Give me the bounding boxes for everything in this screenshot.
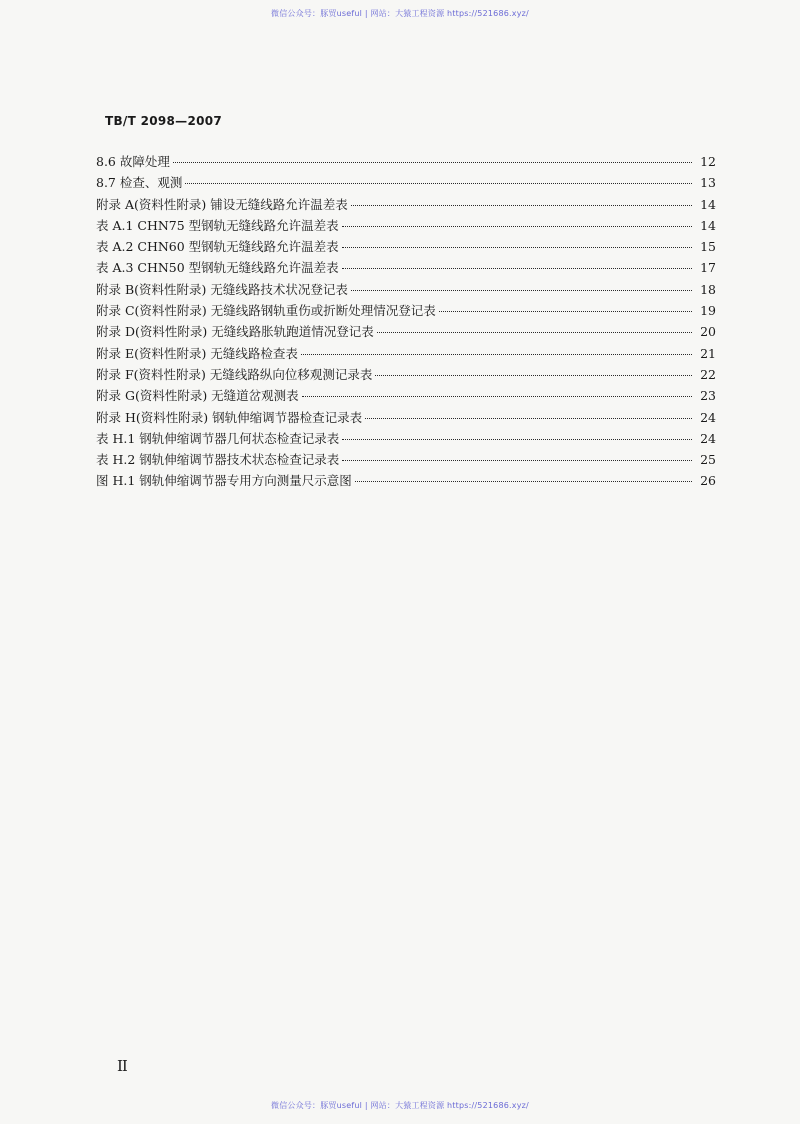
toc-entry-label: 8.6 故障处理 [96, 154, 170, 169]
toc-entry-page: 20 [700, 324, 716, 340]
toc-entry [96, 386, 716, 407]
toc-entry [96, 408, 716, 429]
top-watermark: 微信公众号：豚贸useful | 网站：大猿工程资源 https://521686.xyz/ [271, 9, 529, 18]
toc-entry-page: 15 [700, 239, 716, 255]
toc-entry-label: 图 H.1 钢轨伸缩调节器专用方向测量尺示意图 [96, 473, 352, 489]
toc-entry-label: 8.7 检查、观测 [96, 175, 183, 191]
toc-dot-leader [342, 247, 692, 248]
table-of-contents [96, 152, 716, 493]
toc-entry-label: 附录 C(资料性附录) 无缝线路钢轨重伤或折断处理情况登记表 [96, 303, 436, 319]
toc-entry [96, 450, 716, 471]
toc-dot-leader [355, 481, 692, 482]
toc-dot-leader [342, 268, 692, 269]
toc-dot-leader [365, 418, 692, 419]
toc-entry-label: 附录 B(资料性附录) 无缝线路技术状况登记表 [96, 281, 348, 297]
toc-entry-label: 附录 E(资料性附录) 无缝线路检查表 [96, 345, 298, 361]
toc-dot-leader [342, 226, 692, 227]
toc-entry [96, 471, 716, 492]
toc-entry-label: 附录 F(资料性附录) 无缝线路纵向位移观测记录表 [96, 366, 373, 382]
toc-entry-label: 表 H.1 钢轨伸缩调节器几何状态检查记录表 [96, 430, 340, 446]
toc-entry-page: 26 [700, 473, 716, 489]
toc-entry-page: 18 [700, 281, 716, 297]
toc-entry-page: 19 [700, 303, 716, 319]
toc-entry-label: 表 A.1 CHN75 型钢轨无缝线路允许温差表 [96, 217, 339, 233]
toc-entry-label: 附录 D(资料性附录) 无缝线路胀轨跑道情况登记表 [96, 324, 374, 340]
toc-entry-page: 14 [700, 196, 716, 212]
toc-entry [96, 301, 716, 322]
standard-code-header: TB/T 2098—2007 [105, 114, 223, 128]
toc-entry [96, 344, 716, 365]
toc-entry-page: 13 [700, 175, 716, 191]
toc-entry [96, 429, 716, 450]
toc-entry-page: 25 [700, 452, 716, 468]
toc-entry-label: 表 A.3 CHN50 型钢轨无缝线路允许温差表 [96, 260, 339, 276]
toc-dot-leader [301, 354, 692, 355]
toc-dot-leader [351, 290, 692, 291]
toc-dot-leader [342, 439, 692, 440]
toc-dot-leader [439, 311, 692, 312]
toc-entry [96, 258, 716, 279]
toc-dot-leader [375, 375, 692, 376]
toc-dot-leader [185, 183, 692, 184]
toc-entry [96, 152, 716, 173]
toc-entry [96, 237, 716, 258]
toc-entry-page: 23 [700, 388, 716, 404]
toc-entry-page: 21 [700, 345, 716, 361]
toc-entry [96, 216, 716, 237]
toc-entry [96, 173, 716, 194]
toc-entry-page: 22 [700, 366, 716, 382]
toc-entry-page: 12 [700, 154, 716, 169]
toc-entry-label: 附录 A(资料性附录) 铺设无缝线路允许温差表 [96, 196, 348, 212]
page-number: II [117, 1057, 127, 1075]
toc-dot-leader [302, 396, 692, 397]
toc-entry [96, 280, 716, 301]
bottom-watermark: 微信公众号：豚贸useful | 网站：大猿工程资源 https://521686.xyz/ [271, 1101, 529, 1110]
toc-entry [96, 365, 716, 386]
toc-entry-label: 附录 H(资料性附录) 钢轨伸缩调节器检查记录表 [96, 409, 363, 425]
toc-entry-page: 17 [700, 260, 716, 276]
toc-entry-label: 表 H.2 钢轨伸缩调节器技术状态检查记录表 [96, 452, 340, 468]
toc-entry-page: 24 [700, 409, 716, 425]
toc-entry [96, 322, 716, 343]
toc-entry-label: 表 A.2 CHN60 型钢轨无缝线路允许温差表 [96, 239, 339, 255]
toc-dot-leader [342, 460, 692, 461]
toc-entry-page: 14 [700, 217, 716, 233]
toc-dot-leader [377, 332, 692, 333]
toc-entry [96, 195, 716, 216]
toc-entry-label: 附录 G(资料性附录) 无缝道岔观测表 [96, 388, 299, 404]
toc-dot-leader [173, 162, 692, 163]
toc-entry-page: 24 [700, 430, 716, 446]
toc-dot-leader [351, 205, 692, 206]
